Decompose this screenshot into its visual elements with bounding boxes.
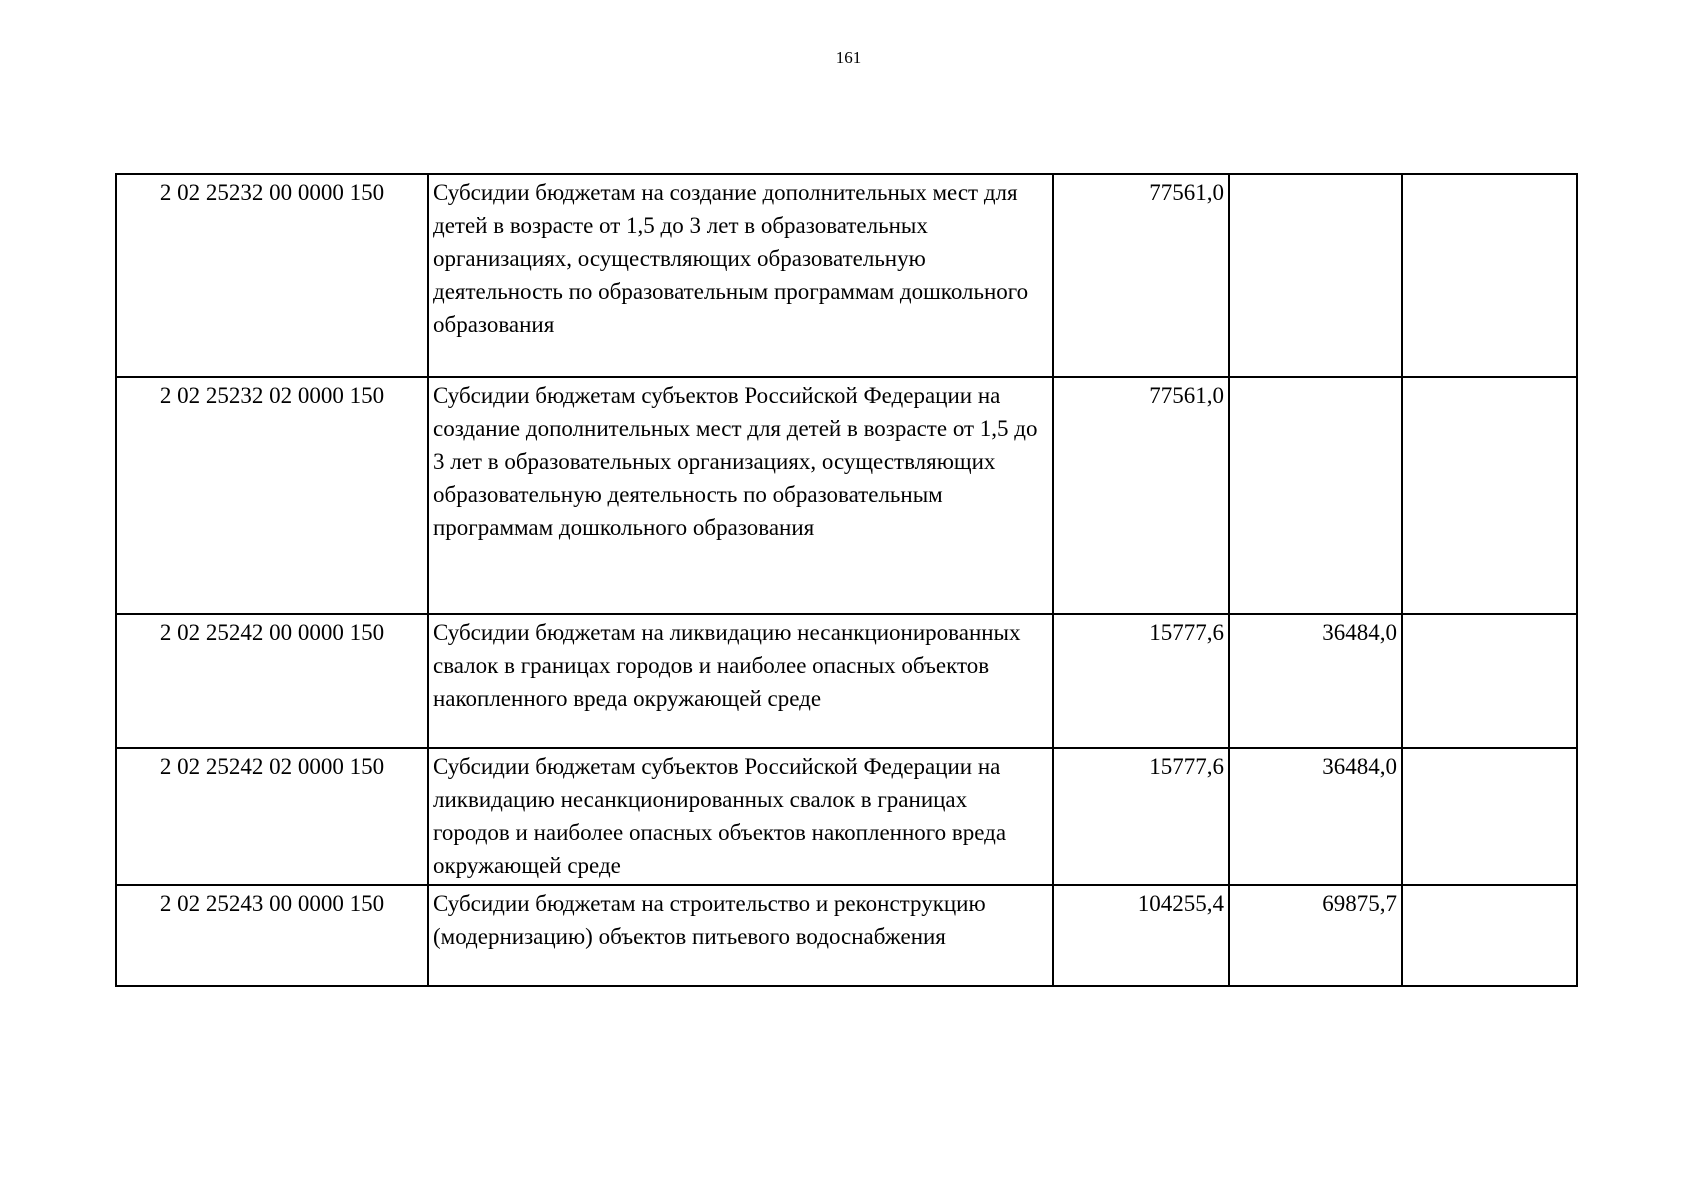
- table-row: [116, 377, 1577, 614]
- amount-year-2-cell: 36484,0: [1229, 748, 1402, 885]
- amount-year-1-cell: 15777,6: [1053, 614, 1229, 748]
- amount-year-3-cell: [1402, 174, 1577, 377]
- table-row: [116, 885, 1577, 986]
- budget-code-cell: 2 02 25232 02 0000 150: [116, 377, 428, 614]
- amount-year-2-cell: [1229, 174, 1402, 377]
- amount-year-3-cell: [1402, 377, 1577, 614]
- table-row: [116, 748, 1577, 885]
- table-row: [116, 174, 1577, 377]
- amount-year-3-cell: [1402, 748, 1577, 885]
- income-name-cell: Субсидии бюджетам на создание дополнительных мест для детей в возрасте от 1,5 до 3 лет в образовательных организациях, осуществляющих образовательную деятельность по образовательным программам дошкольного образования: [428, 174, 1053, 377]
- budget-code-cell: 2 02 25242 00 0000 150: [116, 614, 428, 748]
- amount-year-3-cell: [1402, 885, 1577, 986]
- amount-year-2-cell: [1229, 377, 1402, 614]
- amount-year-2-cell: 69875,7: [1229, 885, 1402, 986]
- amount-year-2-cell: 36484,0: [1229, 614, 1402, 748]
- budget-code-cell: 2 02 25243 00 0000 150: [116, 885, 428, 986]
- budget-table: [115, 173, 1578, 987]
- amount-year-1-cell: 77561,0: [1053, 377, 1229, 614]
- amount-year-3-cell: [1402, 614, 1577, 748]
- budget-code-cell: 2 02 25232 00 0000 150: [116, 174, 428, 377]
- income-name-cell: Субсидии бюджетам на строительство и реконструкцию (модернизацию) объектов питьевого водоснабжения: [428, 885, 1053, 986]
- budget-code-cell: 2 02 25242 02 0000 150: [116, 748, 428, 885]
- amount-year-1-cell: 15777,6: [1053, 748, 1229, 885]
- income-name-cell: Субсидии бюджетам на ликвидацию несанкционированных свалок в границах городов и наиболее опасных объектов накопленного вреда окружающей среде: [428, 614, 1053, 748]
- income-name-cell: Субсидии бюджетам субъектов Российской Федерации на создание дополнительных мест для детей в возрасте от 1,5 до 3 лет в образовательных организациях, осуществляющих образовательную деятельность по образовательным программам дошкольного образования: [428, 377, 1053, 614]
- page-number: 161: [835, 48, 862, 67]
- table-row: [116, 614, 1577, 748]
- amount-year-1-cell: 104255,4: [1053, 885, 1229, 986]
- income-name-cell: Субсидии бюджетам субъектов Российской Федерации на ликвидацию несанкционированных свалок в границах городов и наиболее опасных объектов накопленного вреда окружающей среде: [428, 748, 1053, 885]
- amount-year-1-cell: 77561,0: [1053, 174, 1229, 377]
